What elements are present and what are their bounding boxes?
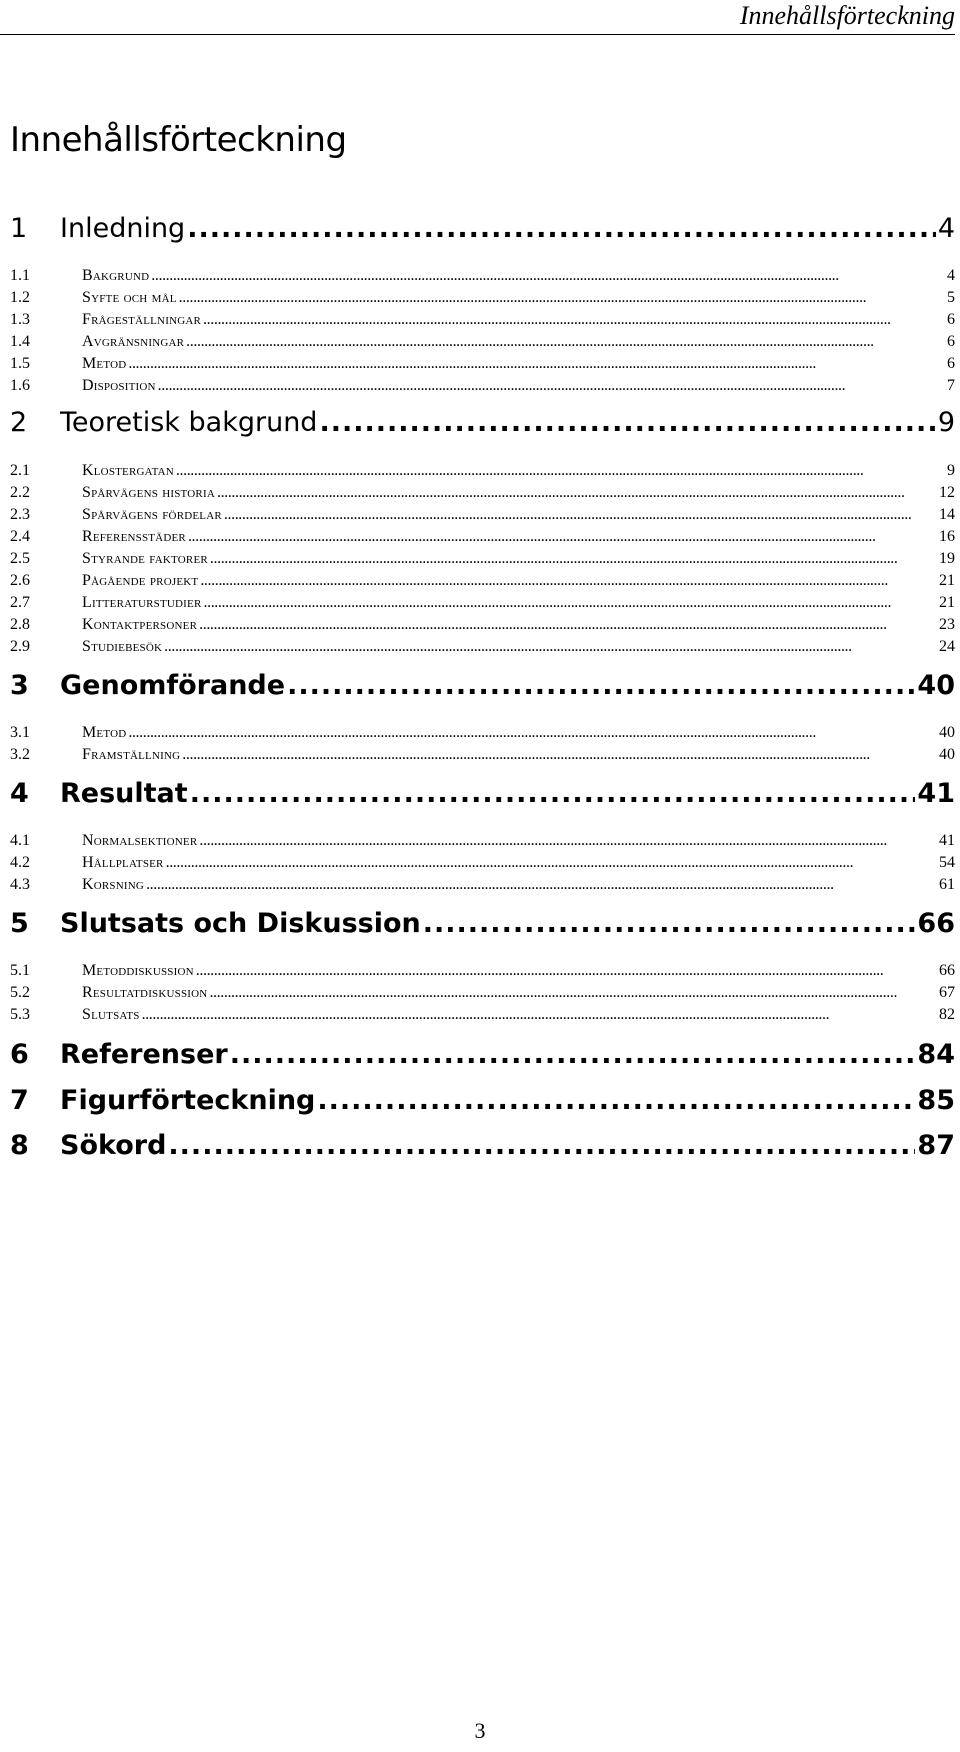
toc-section-page: 54 (939, 854, 955, 871)
toc-section-number: 1.2 (10, 289, 30, 306)
toc-chapter-page: 40 (917, 670, 955, 701)
toc-section-label: Pågående projekt (82, 572, 199, 589)
toc-section-number: 4.2 (10, 854, 30, 871)
toc-section-page: 12 (939, 484, 955, 501)
toc-chapter-number: 5 (10, 908, 29, 939)
toc-section-number: 2.3 (10, 506, 30, 523)
toc-section-2-1[interactable] (10, 460, 955, 482)
toc-leader-dots (128, 722, 937, 744)
toc-chapter-page: 84 (917, 1039, 955, 1070)
toc-section-number: 1.3 (10, 311, 30, 328)
toc-leader-dots (142, 1004, 937, 1026)
toc-section-number: 3.1 (10, 724, 30, 741)
toc-section-2-3[interactable] (10, 504, 955, 526)
toc-chapter-number: 8 (10, 1130, 29, 1161)
toc-section-number: 2.6 (10, 572, 30, 589)
toc-section-1-5[interactable] (10, 353, 955, 375)
toc-section-number: 2.1 (10, 462, 30, 479)
toc-leader-dots (423, 905, 916, 943)
toc-leader-dots (187, 210, 936, 248)
toc-section-2-5[interactable] (10, 548, 955, 570)
toc-section-4-3[interactable] (10, 874, 955, 896)
toc-chapter-number: 4 (10, 778, 29, 809)
toc-leader-dots (182, 744, 937, 766)
toc-chapter-page: 87 (917, 1130, 955, 1161)
toc-section-1-2[interactable] (10, 287, 955, 309)
toc-leader-dots (200, 570, 937, 592)
toc-chapter-number: 1 (10, 213, 28, 244)
page-number: 3 (474, 1718, 486, 1743)
toc-section-label: Spårvägens historia (82, 484, 215, 501)
toc-leader-dots (186, 331, 945, 353)
toc-section-page: 5 (947, 289, 955, 306)
toc-section-label: Litteraturstudier (82, 594, 202, 611)
toc-section-number: 1.1 (10, 267, 30, 284)
toc-leader-dots (158, 375, 945, 397)
toc-section-number: 5.2 (10, 984, 30, 1001)
toc-section-label: Avgränsningar (82, 333, 185, 350)
toc-leader-dots (190, 775, 916, 813)
toc-section-2-4[interactable] (10, 526, 955, 548)
toc-chapter-number: 3 (10, 670, 29, 701)
toc-leader-dots (164, 636, 937, 658)
toc-chapter-page: 66 (917, 908, 955, 939)
toc-chapter-3[interactable] (10, 667, 955, 705)
toc-section-label: Hållplatser (82, 854, 164, 871)
toc-chapter-label: Resultat (60, 778, 188, 809)
toc-section-number: 5.1 (10, 962, 30, 979)
toc-section-label: Klostergatan (82, 462, 174, 479)
toc-chapter-label: Teoretisk bakgrund (60, 407, 318, 438)
toc-section-page: 6 (947, 311, 955, 328)
toc-chapter-page: 9 (937, 407, 955, 438)
toc-section-3-2[interactable] (10, 744, 955, 766)
toc-leader-dots (317, 1082, 915, 1120)
toc-leader-dots (168, 1127, 915, 1165)
toc-section-2-6[interactable] (10, 570, 955, 592)
toc-section-page: 24 (939, 638, 955, 655)
toc-leader-dots (204, 592, 938, 614)
toc-leader-dots (151, 265, 945, 287)
toc-leader-dots (287, 667, 915, 705)
toc-leader-dots (179, 287, 945, 309)
toc-section-label: Bakgrund (82, 267, 150, 284)
toc-leader-dots (196, 960, 937, 982)
toc-section-5-1[interactable] (10, 960, 955, 982)
toc-section-label: Metod (82, 355, 127, 372)
toc-section-2-8[interactable] (10, 614, 955, 636)
toc-section-label: Styrande faktorer (82, 550, 208, 567)
toc-section-number: 2.8 (10, 616, 30, 633)
toc-leader-dots (199, 614, 937, 636)
toc-chapter-number: 6 (10, 1039, 29, 1070)
toc-section-label: Slutsats (82, 1006, 140, 1023)
toc-leader-dots (166, 852, 937, 874)
toc-section-page: 4 (947, 267, 955, 284)
toc-section-page: 23 (939, 616, 955, 633)
toc-section-page: 6 (947, 333, 955, 350)
toc-section-page: 14 (939, 506, 955, 523)
toc-section-page: 19 (939, 550, 955, 567)
toc-section-2-9[interactable] (10, 636, 955, 658)
toc-section-number: 4.3 (10, 876, 30, 893)
toc-section-4-1[interactable] (10, 830, 955, 852)
toc-leader-dots (146, 874, 937, 896)
toc-chapter-1[interactable] (10, 210, 955, 248)
toc-section-page: 6 (947, 355, 955, 372)
toc-section-2-2[interactable] (10, 482, 955, 504)
toc-section-1-1[interactable] (10, 265, 955, 287)
toc-leader-dots (128, 353, 945, 375)
toc-section-label: Spårvägens fördelar (82, 506, 222, 523)
toc-chapter-label: Figurförteckning (60, 1085, 316, 1116)
toc-chapter-label: Inledning (60, 213, 186, 244)
toc-leader-dots (230, 1036, 916, 1074)
toc-section-number: 5.3 (10, 1006, 30, 1023)
page-title: Innehållsförteckning (10, 120, 347, 160)
toc-section-label: Kontaktpersoner (82, 616, 198, 633)
toc-section-label: Disposition (82, 377, 156, 394)
toc-section-number: 2.9 (10, 638, 30, 655)
toc-section-number: 2.2 (10, 484, 30, 501)
running-header (0, 0, 955, 35)
toc-section-label: Studiebesök (82, 638, 163, 655)
toc-section-page: 82 (939, 1006, 955, 1023)
toc-section-page: 66 (939, 962, 955, 979)
toc-section-number: 2.7 (10, 594, 30, 611)
toc-section-label: Normalsektioner (82, 832, 198, 849)
toc-chapter-2[interactable] (10, 404, 955, 442)
toc-section-label: Resultatdiskussion (82, 984, 208, 1001)
toc-section-1-3[interactable] (10, 309, 955, 331)
toc-chapter-label: Referenser (60, 1039, 228, 1070)
toc-section-label: Frågeställningar (82, 311, 202, 328)
toc-leader-dots (209, 982, 937, 1004)
toc-leader-dots (203, 309, 945, 331)
toc-chapter-label: Genomförande (60, 670, 286, 701)
toc-section-label: Syfte och mål (82, 289, 177, 306)
toc-leader-dots (176, 460, 945, 482)
toc-leader-dots (210, 548, 937, 570)
toc-chapter-label: Slutsats och Diskussion (60, 908, 421, 939)
toc-section-5-3[interactable] (10, 1004, 955, 1026)
toc-section-label: Metoddiskussion (82, 962, 194, 979)
toc-chapter-6[interactable] (10, 1036, 955, 1074)
toc-leader-dots (199, 830, 937, 852)
toc-section-5-2[interactable] (10, 982, 955, 1004)
toc-chapter-page: 4 (937, 213, 955, 244)
toc-section-label: Metod (82, 724, 127, 741)
toc-section-3-1[interactable] (10, 722, 955, 744)
toc-section-page: 7 (947, 377, 955, 394)
toc-section-number: 1.6 (10, 377, 30, 394)
running-header-title: Innehållsförteckning (739, 1, 955, 30)
toc-chapter-label: Sökord (60, 1130, 167, 1161)
toc-section-number: 1.4 (10, 333, 30, 350)
toc-section-number: 4.1 (10, 832, 30, 849)
toc-section-number: 2.4 (10, 528, 30, 545)
toc-section-page: 21 (939, 594, 955, 611)
toc-leader-dots (217, 482, 937, 504)
toc-chapter-page: 85 (917, 1085, 955, 1116)
toc-section-label: Korsning (82, 876, 145, 893)
toc-section-page: 67 (939, 984, 955, 1001)
toc-section-page: 16 (939, 528, 955, 545)
toc-section-page: 40 (939, 746, 955, 763)
toc-section-2-7[interactable] (10, 592, 955, 614)
toc-section-page: 40 (939, 724, 955, 741)
toc-section-1-6[interactable] (10, 375, 955, 397)
toc-chapter-7[interactable] (10, 1082, 955, 1120)
toc-chapter-number: 7 (10, 1085, 29, 1116)
toc-section-number: 2.5 (10, 550, 30, 567)
toc-chapter-8[interactable] (10, 1127, 955, 1165)
toc-section-1-4[interactable] (10, 331, 955, 353)
toc-section-page: 41 (939, 832, 955, 849)
toc-section-4-2[interactable] (10, 852, 955, 874)
toc-section-number: 1.5 (10, 355, 30, 372)
toc-chapter-5[interactable] (10, 905, 955, 943)
toc-chapter-page: 41 (917, 778, 955, 809)
toc-section-page: 61 (939, 876, 955, 893)
toc-leader-dots (188, 526, 937, 548)
toc-leader-dots (224, 504, 937, 526)
toc-chapter-number: 2 (10, 407, 28, 438)
toc-section-label: Referensstäder (82, 528, 186, 545)
toc-section-number: 3.2 (10, 746, 30, 763)
toc-section-label: Framställning (82, 746, 181, 763)
toc-chapter-4[interactable] (10, 775, 955, 813)
toc-leader-dots (319, 404, 935, 442)
toc-section-page: 9 (947, 462, 955, 479)
toc-section-page: 21 (939, 572, 955, 589)
